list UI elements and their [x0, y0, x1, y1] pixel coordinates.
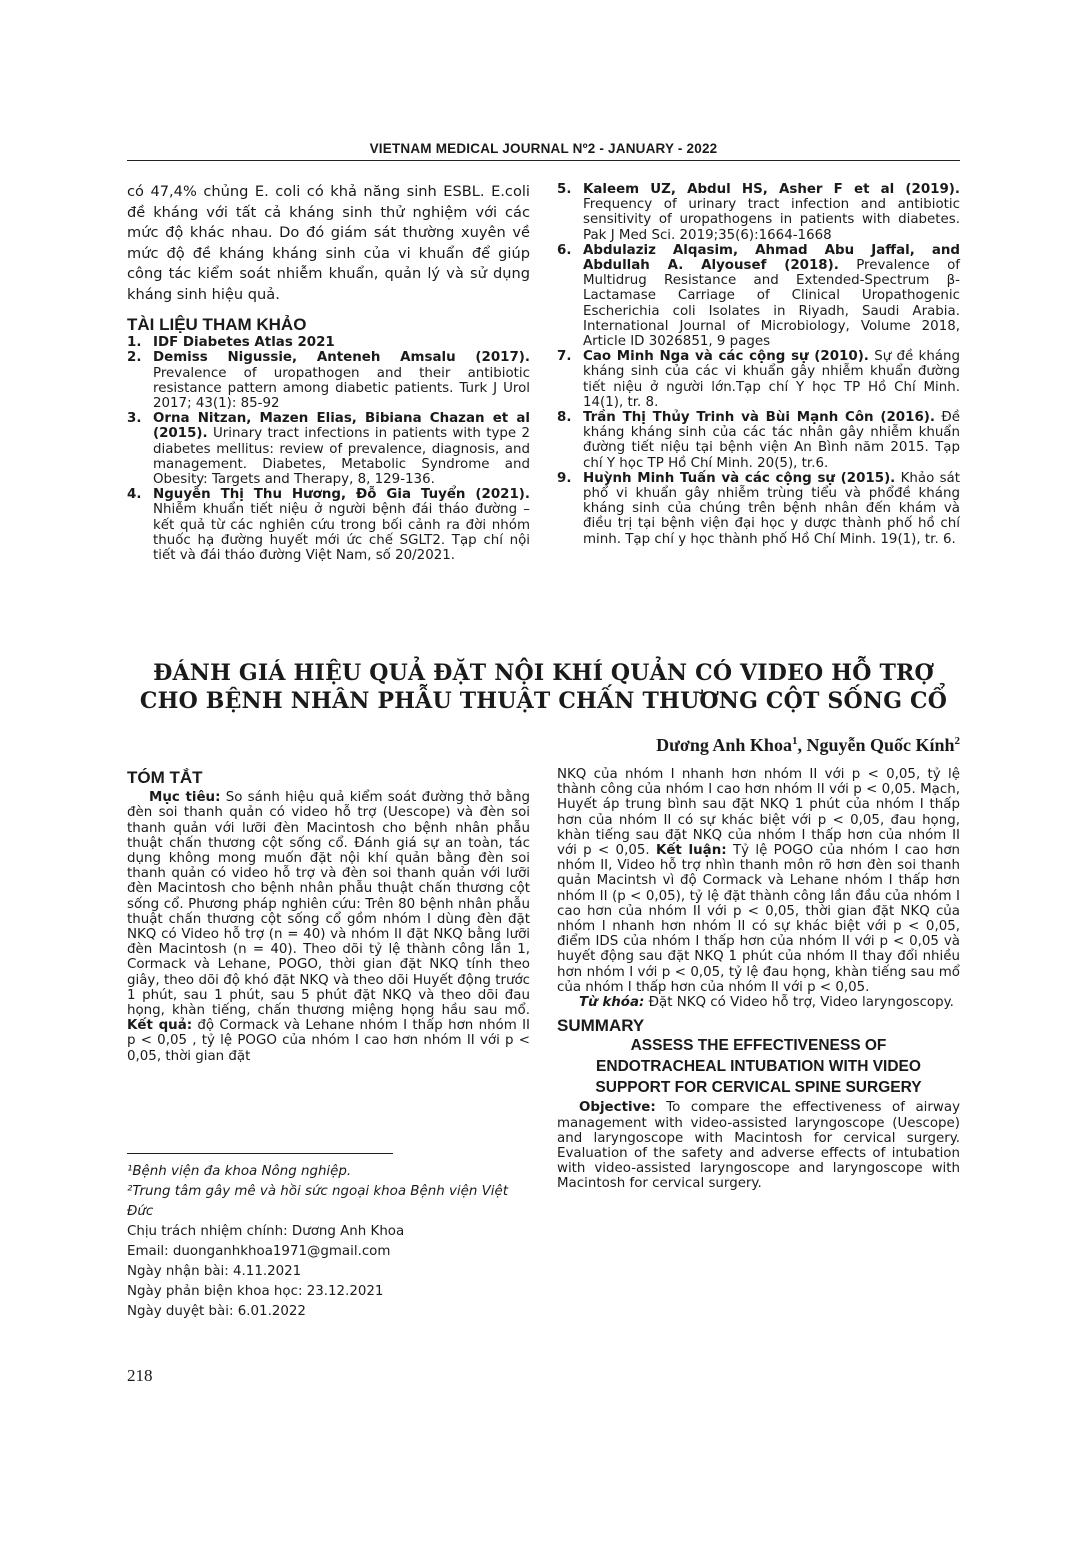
summary-objective-text: To compare the effectiveness of airway management with video-assisted laryngoscope (Uescope) and laryngoscope with Macintosh for cervical surgery. Evaluation of the safety and adverse effects of intubation with video-assisted laryngoscope and laryngoscope with Macintosh for cervical surgery.: [557, 1100, 960, 1192]
reference-text: Sự đề kháng kháng sinh của các vi khuẩn gây nhiễm khuẩn đường tiết niệu ở người lớn.Tạp chí Y học TP Hồ Chí Minh. 14(1), tr. 8.: [583, 349, 960, 410]
reference-item: [127, 487, 530, 563]
results-text: độ Cormack và Lehane nhóm I thấp hơn nhóm II p < 0,05 , tỷ lệ POGO của nhóm I cao hơn nhóm II với p < 0,05, thời gian đặt: [127, 1018, 531, 1064]
reference-authors: Kaleem UZ, Abdul HS, Asher F et al (2019).: [583, 182, 960, 197]
abstract-paragraph: [127, 790, 530, 1064]
reference-number: 4.: [127, 487, 142, 503]
keywords-paragraph: [557, 995, 960, 1010]
author-affiliation: 1: [791, 735, 798, 747]
abstract-heading: TÓM TẮT: [127, 768, 203, 787]
reference-text: Khảo sát phổ vi khuẩn gây nhiễm trùng tiểu và phổđề kháng kháng sinh của chúng trên bệnh nhân đến khám và điều trị tại bệnh viện đại học y dược thành phố hồ chí minh. Tạp chí y học thành phố Hồ Chí Minh. 19(1), tr. 6.: [583, 470, 960, 547]
reference-item: [557, 182, 960, 243]
conclusion-text: Tỷ lệ POGO của nhóm I cao hơn nhóm II, Video hỗ trợ nhìn thanh môn rõ hơn đèn soi thanh quản Macintsh vì độ Cormack và Lehane nhóm I thấp hơn nhóm II (p < 0,05), tỷ lệ đặt thành công lần đầu của nhóm I cao hơn của nhóm II với p < 0,05, thời gian đặt NKQ của nhóm I nhanh hơn nhóm II có sự khác biệt với p < 0,05, điểm IDS của nhóm I thấp hơn của nhóm II với p < 0,05 và huyết động sau đặt NKQ 1 phút của nhóm II thay đổi nhiều hơn nhóm I với p < 0,05, tỷ lệ đau họng, khàn tiếng sau mổ của nhóm I thấp hơn của nhóm II với p < 0,05.: [557, 843, 960, 995]
footnote-affiliation: ¹Bệnh viện đa khoa Nông nghiệp.: [127, 1164, 352, 1179]
reference-text: Prevalence of Multidrug Resistance and Extended-Spectrum β-Lactamase Carriage of Clinical Uropathogenic Escherichia coli Isolates in Riyadh, Saudi Arabia. International Journal of Microbiology, Volume 2018, Article ID 3026851, 9 pages: [583, 258, 960, 350]
page-number: 218: [127, 1366, 153, 1385]
article-authors: [656, 735, 960, 756]
reference-number: 3.: [127, 411, 142, 427]
reference-authors: Nguyễn Thị Thu Hương, Đỗ Gia Tuyển (2021).: [153, 487, 530, 503]
article-title-line: CHO BỆNH NHÂN PHẪU THUẬT CHẤN THƯƠNG CỘT SỐNG CỔ: [139, 688, 948, 714]
reference-number: 5.: [557, 182, 572, 197]
reference-item: [557, 349, 960, 410]
reference-text: Prevalence of uropathogen and their antibiotic resistance pattern among diabetic patients. Turk J Urol 2017; 43(1): 85-92: [153, 365, 530, 412]
reference-authors: Huỳnh Minh Tuấn và các cộng sự (2015).: [583, 470, 896, 486]
footnote-received-date: Ngày nhận bài: 4.11.2021: [127, 1264, 302, 1279]
reference-number: 8.: [557, 410, 572, 426]
reference-number: 2.: [127, 350, 142, 366]
author-name: Dương Anh Khoa: [656, 735, 792, 755]
footnote-accepted-date: Ngày duyệt bài: 6.01.2022: [127, 1304, 306, 1319]
reference-text: Urinary tract infections in patients with type 2 diabetes mellitus: review of prevalence, diagnosis, and management. Diabetes, Metabolic Syndrome and Obesity: Targets and Therapy, 8, 129-136.: [153, 426, 530, 488]
objective-text: So sánh hiệu quả kiểm soát đường thở bằng đèn soi thanh quản có video hỗ trợ (Uescope) và đèn soi thanh quản với lưỡi đèn Macintosh cho bệnh nhân phẫu thuật chấn thương cột sống cổ. Đánh giá sự an toàn, tác dụng không mong muốn đặt nội khí quản bằng đèn soi thanh quản có video hỗ trợ và đèn soi thanh quản với lưỡi đèn Macintosh cho bệnh nhân phẫu thuật chấn thương cột sống cổ. Phương pháp nghiên cứu: Trên 80 bệnh nhân phẫu thuật chấn thương cột sống cổ gồm nhóm I dùng đèn đặt NKQ có Video hỗ trợ (n = 40) và nhóm II đặt NKQ bằng lưỡi đèn Macintosh (n = 40). Theo dõi tỷ lệ thành công lần 1, Cormack và Lehane, POGO, thời gian đặt NKQ tính theo giây, theo dõi độ khó đặt NKQ và theo dõi Huyết động trước 1 phút, sau 1 phút, sau 5 phút đặt NKQ và theo dõi đau họng, khàn tiếng, chấn thương miệng họng hầu sau mổ.: [127, 790, 531, 1019]
summary-title-line: SUPPORT FOR CERVICAL SPINE SURGERY: [595, 1079, 922, 1097]
references-heading: TÀI LIỆU THAM KHẢO: [127, 315, 307, 334]
summary-heading: SUMMARY: [557, 1016, 645, 1036]
author-affiliation: 2: [954, 735, 960, 747]
top-right-column: [557, 182, 960, 547]
footnote-review-date: Ngày phản biện khoa học: 23.12.2021: [127, 1284, 384, 1299]
summary-title-line: ASSESS THE EFFECTIVENESS OF: [630, 1037, 887, 1055]
reference-authors: Orna Nitzan, Mazen Elias, Bibiana Chazan et al (2015).: [153, 411, 530, 442]
footnote-email: Email: duonganhkhoa1971@gmail.com: [127, 1244, 391, 1259]
abstract-right-column: [557, 767, 960, 1192]
reference-authors: Cao Minh Nga và các cộng sự (2010).: [583, 349, 869, 365]
reference-text: Đề kháng kháng sinh của các tác nhân gây nhiễm khuẩn đường tiết niệu tại bệnh viện An Bình năm 2015. Tạp chí Y học TP Hồ Chí Minh. 20(5), tr.6.: [583, 410, 960, 471]
reference-authors: Abdulaziz Alqasim, Ahmad Abu Jaffal, and Abdullah A. Alyousef (2018).: [583, 242, 960, 274]
results-label: Kết quả:: [127, 1018, 193, 1034]
reference-text: Frequency of urinary tract infection and antibiotic sensitivity of uropathogens in patients with diabetes. Pak J Med Sci. 2019;35(6):1664-1668: [583, 197, 960, 243]
author-separator: ,: [797, 735, 807, 755]
reference-text: Nhiễm khuẩn tiết niệu ở người bệnh đái tháo đường – kết quả từ các nghiên cứu trong bối cảnh ra đời nhóm thuốc hạ đường huyết mới ức chế SGLT2. Tạp chí nội tiết và đái tháo đường Việt Nam, số 20/2021.: [153, 502, 530, 564]
reference-item: [557, 410, 960, 471]
reference-item: [557, 243, 960, 349]
abstract-left-column: [127, 770, 530, 1064]
conclusion-paragraph: có 47,4% chủng E. coli có khả năng sinh ESBL. E.coli đề kháng với tất cả kháng sinh thử nghiệm với các mức độ khác nhau. Do đó giám sát thường xuyên về mức độ đề kháng kháng sinh của vi khuẩn để giúp công tác kiểm soát nhiễm khuẩn, quản lý và sử dụng kháng sinh hiệu quả.: [127, 183, 530, 303]
top-left-column: [127, 182, 530, 563]
conclusion-label: Kết luận:: [655, 843, 727, 859]
reference-item: [127, 335, 530, 350]
summary-title: [557, 1035, 960, 1098]
summary-paragraph: [557, 1100, 960, 1191]
summary-objective-label: Objective:: [579, 1100, 656, 1116]
article-title-line: ĐÁNH GIÁ HIỆU QUẢ ĐẶT NỘI KHÍ QUẢN CÓ VIDEO HỖ TRỢ: [153, 660, 934, 686]
keywords-text: Đặt NKQ có Video hỗ trợ, Video laryngoscopy.: [644, 995, 954, 1011]
footnote-affiliation: ²Trung tâm gây mê và hồi sức ngoại khoa Bệnh viện Việt Đức: [127, 1184, 508, 1219]
reference-item: [557, 471, 960, 547]
abstract-continuation: [557, 767, 960, 995]
reference-number: 7.: [557, 349, 572, 365]
summary-title-line: ENDOTRACHEAL INTUBATION WITH VIDEO: [596, 1058, 921, 1076]
reference-item: [127, 411, 530, 487]
reference-number: 1.: [127, 335, 142, 351]
article-title: [127, 659, 960, 715]
footnotes: [127, 1162, 537, 1322]
header-rule: [127, 160, 960, 161]
reference-number: 9.: [557, 470, 572, 486]
footnote-responsible: Chịu trách nhiệm chính: Dương Anh Khoa: [127, 1224, 405, 1239]
footnote-rule: [127, 1153, 393, 1154]
author-name: Nguyễn Quốc Kính: [806, 735, 955, 755]
reference-number: 6.: [557, 242, 572, 258]
results-text-continued: NKQ của nhóm I nhanh hơn nhóm II với p < 0,05, tỷ lệ thành công của nhóm I cao hơn nhóm II với p < 0,05. Mạch, Huyết áp trung bình sau đặt NKQ 1 phút của nhóm I thấp hơn của nhóm II có sự khác biệt với p < 0,05, đau họng, khàn tiếng sau đặt NKQ của nhóm I thấp hơn của nhóm II với p < 0,05.: [557, 767, 960, 859]
objective-label: Mục tiêu:: [149, 790, 221, 806]
journal-header: VIETNAM MEDICAL JOURNAL Nº2 - JANUARY - 2022: [369, 141, 718, 156]
reference-authors: Demiss Nigussie, Anteneh Amsalu (2017).: [153, 350, 530, 366]
reference-authors: Trần Thị Thủy Trinh và Bùi Mạnh Côn (2016).: [583, 410, 935, 426]
reference-authors: IDF Diabetes Atlas 2021: [153, 335, 335, 351]
reference-item: [127, 350, 530, 411]
keywords-label: Từ khóa:: [579, 995, 645, 1011]
